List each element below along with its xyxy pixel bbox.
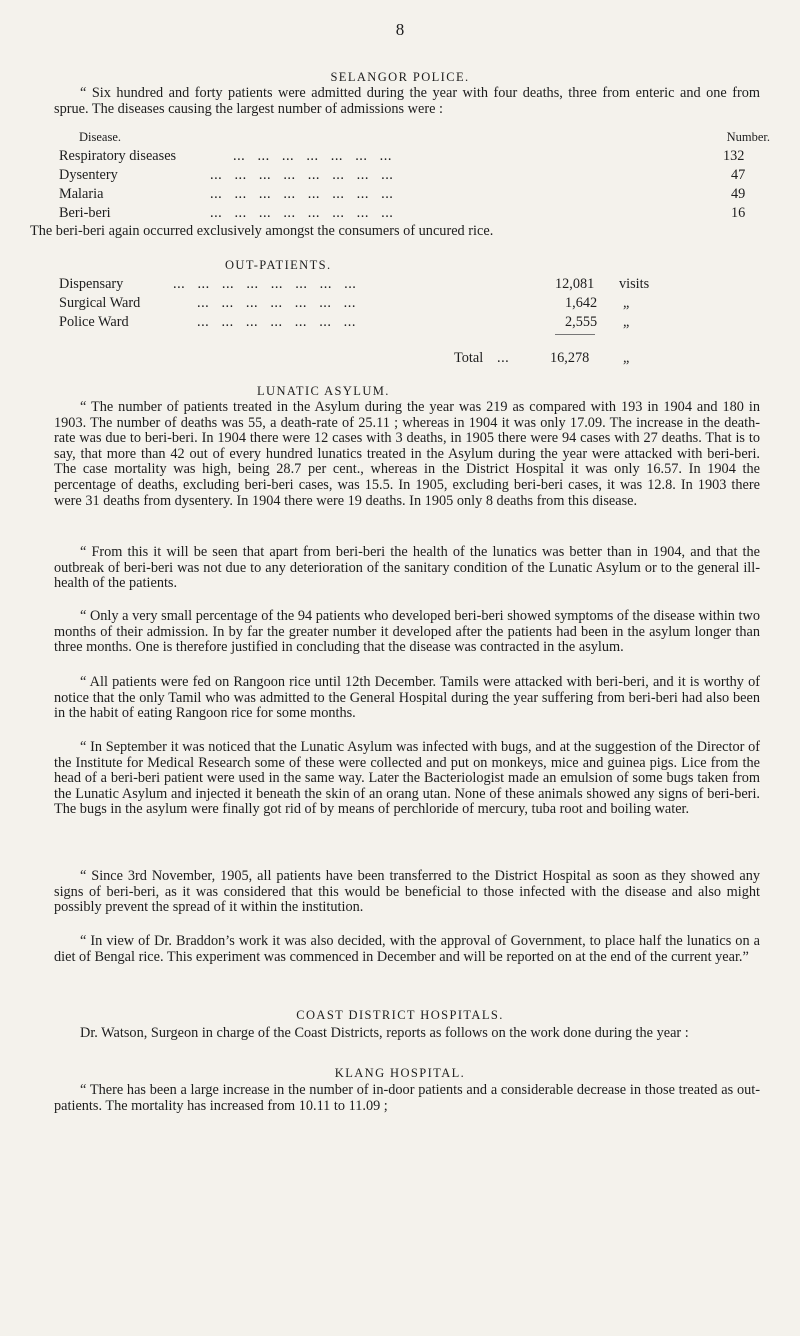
section-heading-police: SELANGOR POLICE. — [330, 70, 470, 84]
leader-dots: ... — [497, 350, 510, 366]
section-heading-outpatients: OUT-PATIENTS. — [225, 258, 332, 272]
leader-dots: ... ... ... ... ... ... ... ... — [210, 205, 394, 221]
section-heading-coast: COAST DISTRICT HOSPITALS. — [296, 1008, 504, 1022]
outpatient-value: 2,555 — [565, 314, 598, 330]
page-number: 8 — [395, 20, 405, 39]
disease-number: 49 — [731, 186, 746, 202]
beriberi-note: The beri-beri again occurred exclusively amongst the consumers of uncured rice. — [30, 223, 494, 239]
asylum-paragraph: “ Since 3rd November, 1905, all patients have been transferred to the District Hospital as soon as they showed any signs of beri-beri, as it was considered that this would be beneficial to those infected with the disease and also might possibly prevent the spread of it within the institution. — [54, 868, 760, 916]
outpatient-label: Police Ward — [59, 314, 129, 330]
asylum-paragraph: “ Only a very small percentage of the 94 patients who developed beri-beri showed symptoms of the disease within two months of their admission. In by far the greater number it developed after the patients had been in the asylum longer than three months. One is therefore justified in concluding that the disease was contracted in the asylum. — [54, 608, 760, 656]
outpatient-unit: „ — [623, 295, 630, 311]
asylum-paragraph: “ All patients were fed on Rangoon rice until 12th December. Tamils were attacked with beri-beri, and it is worthy of notice that the only Tamil who was admitted to the General Hospital during the year suffering from beri-beri had also been in the habit of eating Rangoon rice for some months. — [54, 674, 760, 722]
total-rule — [555, 334, 595, 335]
outpatient-total-value: 16,278 — [550, 350, 590, 366]
asylum-paragraph: “ The number of patients treated in the Asylum during the year was 219 as compared with 193 in 1904 and 180 in 1903. The number of deaths was 55, a death-rate of 25.11 ; whereas in 1904 it was only 17.09. The increase in the death-rate was due to beri-beri. In 1904 there were 12 cases with 3 deaths, in 1905 there were 94 cases with 27 deaths. That is to say, that more than 42 out of every hundred lunatics treated in the Asylum during the year were attacked with beri-beri. The case mortality was high, being 28.7 per cent., whereas in the District Hospital it was only 16.57. In 1904 the percentage of deaths, excluding beri-beri cases, was 15.5. In 1905, excluding beri-beri cases, it was 12.8. In 1903 there were 31 deaths from dysentery. In 1904 there were 19 deaths. In 1905 only 8 deaths from this disease. — [54, 399, 760, 509]
klang-paragraph: “ There has been a large increase in the number of in-door patients and a considerable decrease in those treated as out-patients. The mortality has increased from 10.11 to 11.09 ; — [54, 1082, 760, 1114]
leader-dots: ... ... ... ... ... ... ... — [197, 295, 356, 311]
disease-number: 47 — [731, 167, 746, 183]
disease-number: 16 — [731, 205, 746, 221]
leader-dots: ... ... ... ... ... ... ... ... — [173, 276, 357, 292]
outpatient-label: Dispensary — [59, 276, 124, 292]
leader-dots: ... ... ... ... ... ... ... — [233, 148, 392, 164]
leader-dots: ... ... ... ... ... ... ... ... — [210, 167, 394, 183]
coast-paragraph: Dr. Watson, Surgeon in charge of the Coast Districts, reports as follows on the work done during the year : — [80, 1025, 689, 1041]
police-intro-paragraph: “ Six hundred and forty patients were admitted during the year with four deaths, three from enteric and one from sprue. The diseases causing the largest number of admissions were : — [54, 85, 760, 117]
outpatient-value: 12,081 — [555, 276, 595, 292]
outpatient-value: 1,642 — [565, 295, 598, 311]
section-heading-klang: KLANG HOSPITAL. — [334, 1066, 466, 1080]
column-header-number: Number. — [726, 130, 770, 144]
disease-name: Malaria — [59, 186, 104, 202]
outpatient-unit: visits — [619, 276, 650, 292]
column-header-disease: Disease. — [79, 130, 121, 144]
outpatient-label: Surgical Ward — [59, 295, 141, 311]
outpatient-total-unit: „ — [623, 350, 630, 366]
outpatient-unit: „ — [623, 314, 630, 330]
leader-dots: ... ... ... ... ... ... ... — [197, 314, 356, 330]
asylum-paragraph: “ From this it will be seen that apart from beri-beri the health of the lunatics was better than in 1904, and that the outbreak of beri-beri was not due to any deterioration of the sanitary condition of the Lunatic Asylum or to the general ill-health of the patients. — [54, 544, 760, 592]
asylum-paragraph: “ In view of Dr. Braddon’s work it was also decided, with the approval of Government, to place half the lunatics on a diet of Bengal rice. This experiment was commenced in December and will be reported on at the end of the current year.” — [54, 933, 760, 965]
disease-number: 132 — [723, 148, 745, 164]
leader-dots: ... ... ... ... ... ... ... ... — [210, 186, 394, 202]
asylum-paragraph: “ In September it was noticed that the Lunatic Asylum was infected with bugs, and at the suggestion of the Director of the Institute for Medical Research some of these were collected and put on monkeys, mice and guinea pigs. Lice from the head of a beri-beri patient were used in the same way. Later the Bacteriologist made an emulsion of some bugs taken from the Lunatic Asylum and injected it beneath the skin of an orang utan. None of these animals showed any signs of beri-beri. The bugs in the asylum were finally got rid of by means of perchloride of mercury, tuba root and boiling water. — [54, 739, 760, 818]
disease-name: Respiratory diseases — [59, 148, 177, 164]
section-heading-asylum: LUNATIC ASYLUM. — [257, 384, 390, 398]
outpatient-total-label: Total — [454, 350, 484, 366]
disease-name: Dysentery — [59, 167, 118, 183]
disease-name: Beri-beri — [59, 205, 111, 221]
